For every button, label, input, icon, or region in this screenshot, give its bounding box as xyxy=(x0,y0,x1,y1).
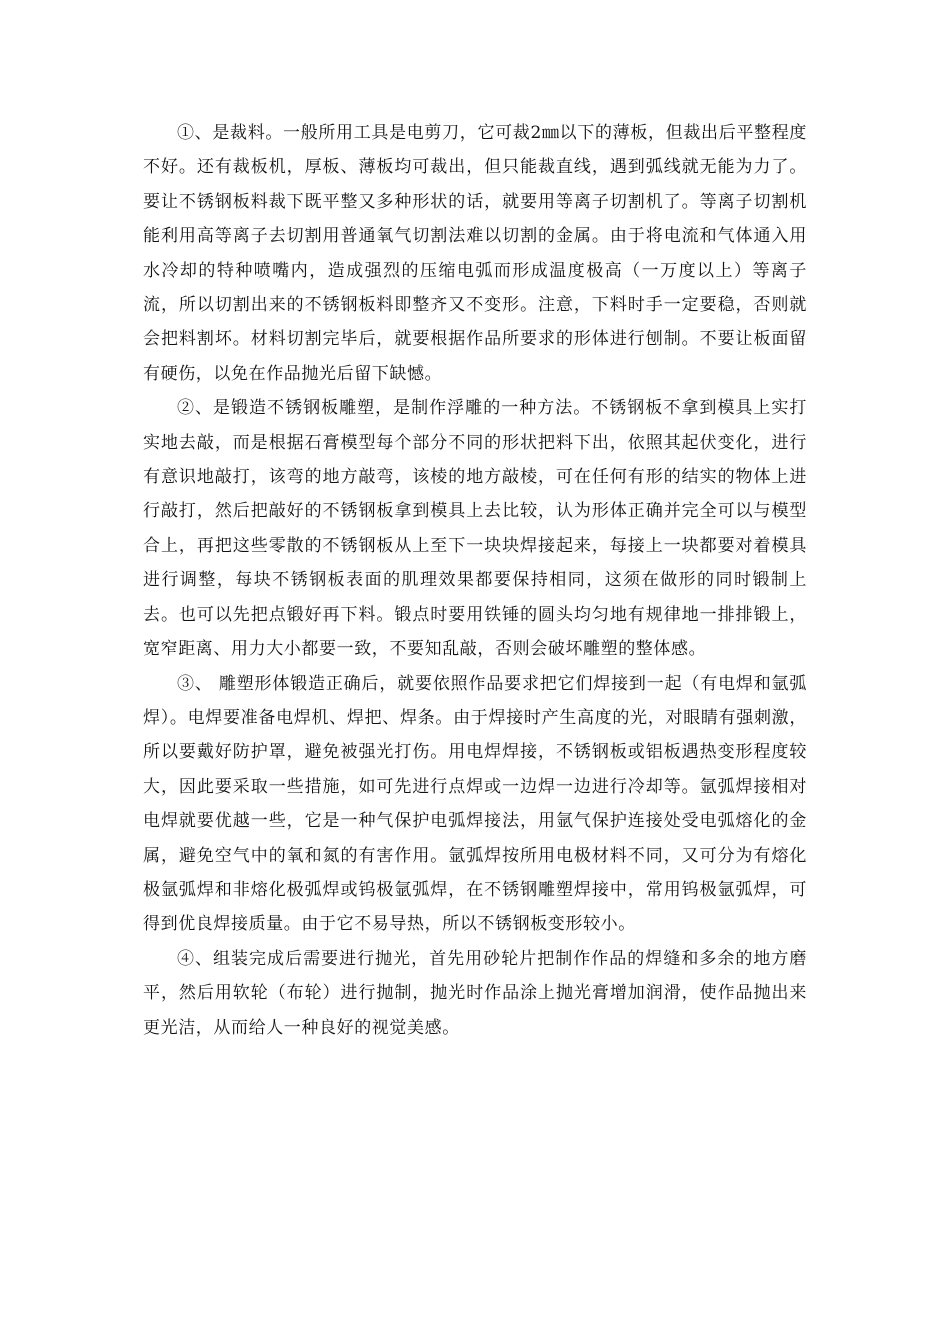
document-body xyxy=(143,116,807,1045)
paragraph-forging: ②、是锻造不锈钢板雕塑，是制作浮雕的一种方法。不锈钢板不拿到模具上实打实地去敲，而是根据石膏模型每个部分不同的形状把料下出，依照其起伏变化，进行有意识地敲打，该弯的地方敲弯，该棱的地方敲棱，可在任何有形的结实的物体上进行敲打，然后把敲好的不锈钢板拿到模具上去比较，认为形体正确并完全可以与模型合上，再把这些零散的不锈钢板从上至下一块块焊接起来，每接上一块都要对着模具进行调整，每块不锈钢板表面的肌理效果都要保持相同，这须在做形的同时锻制上去。也可以先把点锻好再下料。锻点时要用铁锤的圆头均匀地有规律地一排排锻上，宽窄距离、用力大小都要一致，不要知乱敲，否则会破坏雕塑的整体感。 xyxy=(143,398,807,660)
paragraph-cutting: ①、是裁料。一般所用工具是电剪刀，它可裁2㎜以下的薄板，但裁出后平整程度不好。还有裁板机，厚板、薄板均可裁出，但只能裁直线，遇到弧线就无能为力了。要让不锈钢板料裁下既平整又多种形状的话，就要用等离子切割机了。等离子切割机能利用高等离子去切割用普通氧气切割法难以切割的金属。由于将电流和气体通入用水冷却的特种喷嘴内，造成强烈的压缩电弧而形成温度极高（一万度以上）等离子流，所以切割出来的不锈钢板料即整齐又不变形。注意，下料时手一定要稳，否则就会把料割坏。材料切割完毕后，就要根据作品所要求的形体进行刨制。不要让板面留有硬伤，以免在作品抛光后留下缺憾。 xyxy=(143,123,807,384)
paragraph-welding: ③、 雕塑形体锻造正确后，就要依照作品要求把它们焊接到一起（有电焊和氩弧焊）。电焊要准备电焊机、焊把、焊条。由于焊接时产生高度的光，对眼睛有强刺激，所以要戴好防护罩，避免被强光打伤。用电焊焊接，不锈钢板或铝板遇热变形程度较大，因此要采取一些措施，如可先进行点焊或一边焊一边进行冷却等。氩弧焊接相对电焊就要优越一些，它是一种气保护电弧焊接法，用氩气保护连接处受电弧熔化的金属，避免空气中的氧和氮的有害作用。氩弧焊按所用电极材料不同，又可分为有熔化极氩弧焊和非熔化极弧焊或钨极氩弧焊，在不锈钢雕塑焊接中，常用钨极氩弧焊，可得到优良焊接质量。由于它不易导热，所以不锈钢板变形较小。 xyxy=(143,673,807,935)
paragraph-polishing: ④、组装完成后需要进行抛光，首先用砂轮片把制作作品的焊缝和多余的地方磨平，然后用软轮（布轮）进行抛制，抛光时作品涂上抛光膏增加润滑，使作品抛出来更光洁，从而给人一种良好的视觉美感。 xyxy=(143,948,807,1038)
